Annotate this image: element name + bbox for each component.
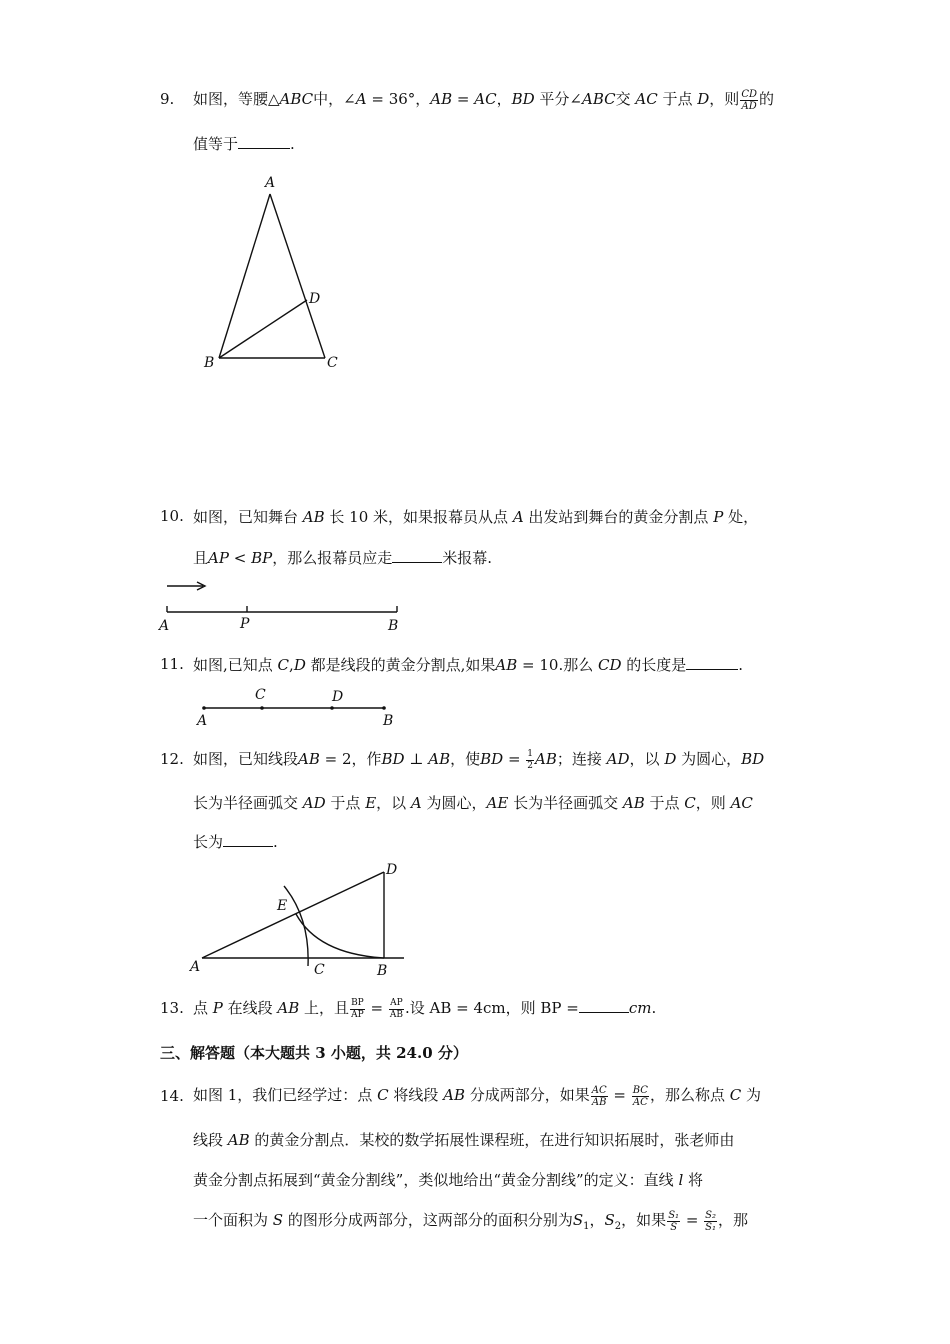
text: 于点 bbox=[657, 90, 698, 108]
label-B: B bbox=[204, 355, 215, 371]
math-var: E bbox=[365, 794, 377, 812]
unit: cm bbox=[628, 999, 652, 1017]
numerator: S₂ bbox=[705, 1209, 717, 1221]
label-A: A bbox=[197, 713, 208, 729]
text: 平分∠ bbox=[534, 90, 582, 108]
math-var: D bbox=[293, 656, 306, 674]
text: ，则 bbox=[709, 90, 740, 108]
text: ，那 bbox=[718, 1211, 749, 1229]
text: = 36°， bbox=[366, 90, 431, 108]
math-var: AB bbox=[298, 750, 320, 768]
text: ⊥ bbox=[404, 750, 429, 768]
math-var: BD bbox=[480, 750, 504, 768]
text: 为圆心， bbox=[676, 750, 742, 768]
text: 的图形分成两部分，这两部分的面积分别为 bbox=[283, 1211, 573, 1229]
section-heading: 三、解答题（本大题共 3 小题，共 24.0 分） bbox=[160, 1044, 468, 1062]
label-C: C bbox=[255, 687, 266, 703]
math-var: S bbox=[572, 1211, 584, 1229]
math-var: C bbox=[684, 794, 696, 812]
question-text-line bbox=[193, 133, 295, 154]
label-C: C bbox=[327, 355, 338, 371]
answer-blank bbox=[238, 147, 290, 149]
text: ，使 bbox=[450, 750, 481, 768]
denominator: S₁ bbox=[705, 1221, 717, 1233]
text: 分成两部分，如果 bbox=[464, 1086, 590, 1104]
math-var: AD bbox=[606, 750, 630, 768]
math-var: AB bbox=[622, 794, 645, 812]
text: 上，且 bbox=[299, 999, 350, 1017]
question-text-line bbox=[193, 1169, 703, 1190]
math-var: AB bbox=[227, 1131, 250, 1149]
text: 的长度是 bbox=[621, 656, 687, 674]
numerator: CD bbox=[741, 88, 757, 100]
text: ，那么称点 bbox=[649, 1086, 730, 1104]
fraction bbox=[389, 998, 404, 1021]
denominator: AD bbox=[741, 100, 757, 112]
text: . bbox=[273, 833, 278, 851]
fraction bbox=[667, 1210, 680, 1233]
label-D: D bbox=[309, 291, 321, 307]
math-var: l bbox=[678, 1171, 684, 1189]
numerator: BC bbox=[632, 1084, 648, 1096]
math-var: D bbox=[697, 90, 710, 108]
numerator: 1 bbox=[527, 748, 534, 759]
label-A: A bbox=[265, 175, 276, 191]
label-D: D bbox=[386, 862, 398, 878]
math-var: BD bbox=[511, 90, 535, 108]
text: 的黄金分割点．某校的数学拓展性课程班，在进行知识拓展时，张老师由 bbox=[249, 1131, 735, 1149]
label-A: A bbox=[159, 618, 170, 634]
text: 的 bbox=[758, 90, 774, 108]
denominator: AC bbox=[632, 1096, 648, 1108]
text: 如图 1，我们已经学过：点 bbox=[193, 1086, 378, 1104]
question-text-line bbox=[193, 1209, 748, 1233]
text: 为圆心， bbox=[421, 794, 487, 812]
question-number: 13. bbox=[160, 999, 184, 1017]
text: ；连接 bbox=[556, 750, 607, 768]
question-text-line bbox=[193, 831, 278, 852]
text: ，如果 bbox=[621, 1211, 667, 1229]
subscript: 2 bbox=[614, 1221, 622, 1232]
construction-figure bbox=[188, 858, 413, 980]
answer-blank bbox=[223, 845, 273, 847]
fraction bbox=[704, 1210, 717, 1233]
text: ， bbox=[589, 1211, 605, 1229]
math-var: CD bbox=[597, 656, 622, 674]
text: = bbox=[503, 750, 526, 768]
text: = 2，作 bbox=[319, 750, 382, 768]
text: 长为半径画弧交 bbox=[508, 794, 623, 812]
math-var: AP bbox=[208, 549, 229, 567]
text: 线段 bbox=[193, 1131, 228, 1149]
text: 长为半径画弧交 bbox=[193, 794, 303, 812]
math-var: P bbox=[212, 999, 223, 1017]
denominator: AB bbox=[591, 1096, 607, 1108]
text: 处， bbox=[723, 508, 759, 526]
fraction bbox=[526, 749, 534, 772]
label-C: C bbox=[314, 962, 325, 978]
math-var: A bbox=[355, 90, 367, 108]
text: 中，∠ bbox=[313, 90, 356, 108]
numerator: AP bbox=[390, 997, 403, 1008]
text: 在线段 bbox=[222, 999, 278, 1017]
numerator: AC bbox=[591, 1084, 607, 1096]
text: 如图，已知线段 bbox=[193, 750, 299, 768]
math-var: AB bbox=[443, 1086, 465, 1104]
fraction bbox=[632, 1085, 649, 1108]
math-var: P bbox=[713, 508, 724, 526]
denominator: 2 bbox=[527, 760, 534, 771]
triangle-figure bbox=[195, 172, 355, 377]
denominator: S bbox=[670, 1221, 678, 1233]
text: , bbox=[289, 656, 294, 674]
text: 如图,已知点 bbox=[193, 656, 278, 674]
fraction bbox=[591, 1085, 608, 1108]
math-var: AE bbox=[486, 794, 509, 812]
question-number: 12. bbox=[160, 750, 184, 768]
question-text-line bbox=[193, 506, 758, 527]
fraction bbox=[740, 89, 758, 112]
math-var: AB bbox=[277, 999, 300, 1017]
text: 将线段 bbox=[388, 1086, 444, 1104]
question-number: 10. bbox=[160, 507, 184, 525]
denominator: AP bbox=[351, 1009, 364, 1020]
text: = bbox=[452, 90, 475, 108]
text: ，以 bbox=[629, 750, 665, 768]
math-var: C bbox=[277, 656, 290, 674]
label-A: A bbox=[190, 959, 201, 975]
denominator: AB bbox=[389, 1009, 403, 1020]
math-var: C bbox=[729, 1086, 742, 1104]
segment-figure bbox=[192, 682, 412, 730]
text: ，以 bbox=[376, 794, 411, 812]
question-text-line bbox=[193, 1129, 734, 1150]
text: < bbox=[228, 549, 252, 567]
question-text-line bbox=[193, 1084, 761, 1108]
math-var: ABC bbox=[582, 90, 616, 108]
text: 点 bbox=[193, 999, 213, 1017]
text: ， bbox=[496, 90, 512, 108]
label-D: D bbox=[332, 689, 344, 705]
text: 为 bbox=[741, 1086, 761, 1104]
text: . bbox=[651, 999, 657, 1017]
question-text-line bbox=[193, 792, 753, 813]
stage-segment-figure bbox=[155, 578, 415, 636]
fraction bbox=[350, 998, 365, 1021]
label-B: B bbox=[388, 618, 399, 634]
math-var: S bbox=[604, 1211, 615, 1229]
math-var: AB bbox=[430, 90, 453, 108]
subscript: 1 bbox=[583, 1221, 590, 1232]
question-number: 14. bbox=[160, 1087, 184, 1105]
text: 且 bbox=[193, 549, 209, 567]
text: ，那么报幕员应走 bbox=[272, 549, 393, 567]
text: 长为 bbox=[193, 833, 224, 851]
text: ，则 bbox=[695, 794, 731, 812]
question-text-line bbox=[193, 88, 774, 112]
math-var: AD bbox=[302, 794, 326, 812]
answer-blank bbox=[392, 561, 442, 563]
text: 黄金分割点拓展到“黄金分割线”，类似地给出“黄金分割线”的定义：直线 bbox=[193, 1171, 679, 1189]
text: 将 bbox=[683, 1171, 704, 1189]
math-var: D bbox=[664, 750, 677, 768]
math-var: BD bbox=[381, 750, 405, 768]
question-text-line bbox=[193, 654, 743, 675]
math-var: AB bbox=[495, 656, 518, 674]
label-E: E bbox=[277, 898, 288, 914]
label-B: B bbox=[383, 713, 394, 729]
text: 都是线段的黄金分割点,如果 bbox=[305, 656, 496, 674]
text: 值等于 bbox=[193, 135, 239, 153]
math-var: AB bbox=[428, 750, 451, 768]
text: .设 AB = 4cm，则 BP = bbox=[404, 999, 579, 1017]
math-var: AC bbox=[730, 794, 753, 812]
answer-blank bbox=[579, 1011, 629, 1013]
question-number: 9. bbox=[160, 90, 175, 108]
question-text-line bbox=[193, 997, 656, 1021]
math-var: A bbox=[410, 794, 422, 812]
text: 交 bbox=[615, 90, 636, 108]
text: . bbox=[290, 135, 295, 153]
math-var: AC bbox=[474, 90, 497, 108]
label-B: B bbox=[377, 963, 388, 979]
numerator: S₁ bbox=[668, 1209, 680, 1221]
question-number: 11. bbox=[160, 655, 184, 673]
math-var: AC bbox=[635, 90, 658, 108]
label-P: P bbox=[240, 616, 250, 632]
text: 长 10 米，如果报幕员从点 bbox=[324, 508, 513, 526]
answer-blank bbox=[686, 668, 738, 670]
math-var: ABC bbox=[279, 90, 314, 108]
text: = bbox=[608, 1086, 631, 1104]
text: . bbox=[738, 656, 744, 674]
math-var: BD bbox=[741, 750, 765, 768]
text: 于点 bbox=[325, 794, 366, 812]
text: 米报幕. bbox=[442, 549, 492, 567]
math-var: C bbox=[377, 1086, 389, 1104]
text: 一个面积为 bbox=[193, 1211, 273, 1229]
question-text-line bbox=[193, 748, 764, 772]
text: 出发站到舞台的黄金分割点 bbox=[523, 508, 714, 526]
text: = bbox=[365, 999, 388, 1017]
text: 于点 bbox=[644, 794, 685, 812]
math-var: AB bbox=[535, 750, 557, 768]
text: = bbox=[681, 1211, 704, 1229]
math-var: BP bbox=[251, 549, 273, 567]
math-var: AB bbox=[302, 508, 325, 526]
numerator: BP bbox=[351, 997, 364, 1008]
math-var: A bbox=[512, 508, 524, 526]
question-text-line bbox=[193, 547, 492, 568]
text: = 10.那么 bbox=[517, 656, 598, 674]
text: 如图，已知舞台 bbox=[193, 508, 303, 526]
text: 如图，等腰△ bbox=[193, 90, 280, 108]
math-var: S bbox=[272, 1211, 284, 1229]
